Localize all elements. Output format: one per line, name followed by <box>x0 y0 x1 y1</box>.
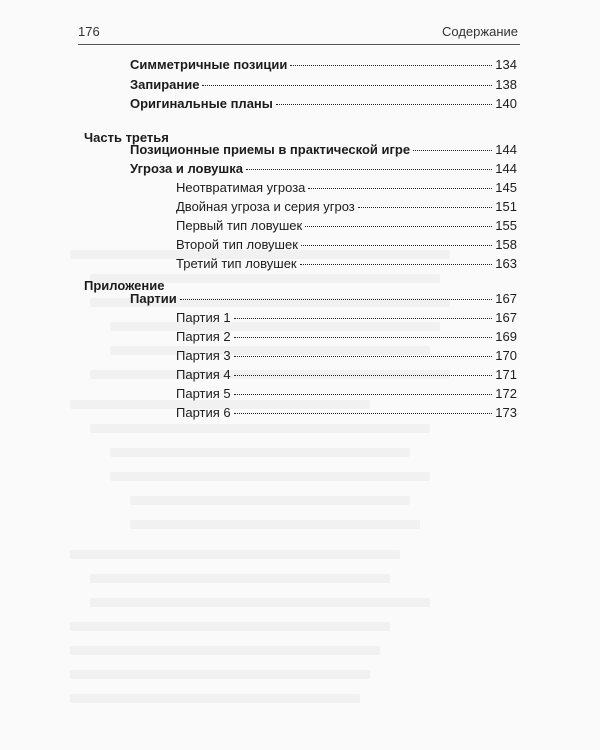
leader-dots <box>234 394 493 395</box>
toc-subentry: Партия 5 172 <box>176 386 517 401</box>
leader-dots <box>413 150 492 151</box>
toc-subentry: Партия 4 171 <box>176 367 517 382</box>
leader-dots <box>234 413 493 414</box>
running-header <box>78 24 520 45</box>
toc-subentry: Двойная угроза и серия угроз 151 <box>176 199 517 214</box>
leader-dots <box>276 104 492 105</box>
part-heading: Часть третья <box>84 130 169 145</box>
toc-entry: Симметричные позиции 134 <box>130 57 517 72</box>
page-number: 176 <box>78 24 100 39</box>
toc-entry: Угроза и ловушка 144 <box>130 161 517 176</box>
toc-entry: Запирание 138 <box>130 77 517 92</box>
section-title: Содержание <box>442 24 518 39</box>
toc-subentry: Партия 2 169 <box>176 329 517 344</box>
leader-dots <box>202 85 492 86</box>
leader-dots <box>305 226 492 227</box>
leader-dots <box>308 188 492 189</box>
toc-entry: Позиционные приемы в практической игре 144 <box>130 142 517 157</box>
toc-subentry: Партия 6 173 <box>176 405 517 420</box>
part-heading: Приложение <box>84 278 165 293</box>
leader-dots <box>290 65 492 66</box>
toc-subentry: Партия 1 167 <box>176 310 517 325</box>
toc-entry: Оригинальные планы 140 <box>130 96 517 111</box>
leader-dots <box>234 318 493 319</box>
leader-dots <box>300 264 493 265</box>
toc-subentry: Второй тип ловушек 158 <box>176 237 517 252</box>
leader-dots <box>301 245 492 246</box>
toc-subentry: Неотвратимая угроза 145 <box>176 180 517 195</box>
toc-subentry: Партия 3 170 <box>176 348 517 363</box>
leader-dots <box>234 337 493 338</box>
leader-dots <box>358 207 493 208</box>
toc-subentry: Первый тип ловушек 155 <box>176 218 517 233</box>
leader-dots <box>234 375 493 376</box>
toc-subentry: Третий тип ловушек 163 <box>176 256 517 271</box>
leader-dots <box>246 169 492 170</box>
toc-entry: Партии 167 <box>130 291 517 306</box>
leader-dots <box>180 299 493 300</box>
leader-dots <box>234 356 493 357</box>
